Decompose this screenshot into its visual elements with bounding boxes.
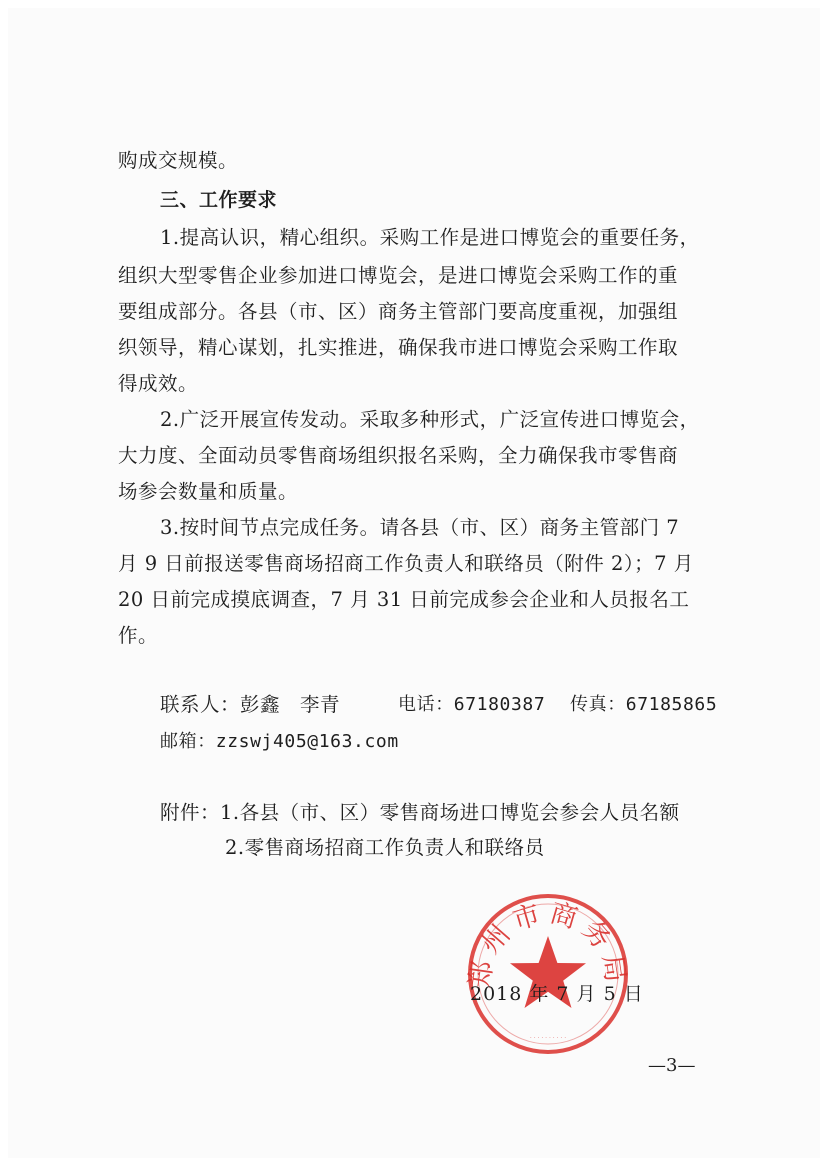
- text-line-6: 织领导，精心谋划，扎实推进，确保我市进口博览会采购工作取: [118, 336, 679, 359]
- text-line-8: 2.广泛开展宣传发动。采取多种形式，广泛宣传进口博览会，: [160, 408, 700, 431]
- text-line-3: 1.提高认识，精心组织。采购工作是进口博览会的重要任务，: [160, 226, 700, 249]
- contact-persons: 联系人：彭鑫 李青: [160, 693, 341, 716]
- text-line-4: 组织大型零售企业参加进口博览会，是进口博览会采购工作的重: [118, 264, 679, 287]
- section-heading: 三、工作要求: [160, 189, 278, 211]
- page-number: —3—: [648, 1055, 696, 1076]
- contact-phone: 电话：67180387: [398, 694, 546, 715]
- text-line-11: 3.按时间节点完成任务。请各县（市、区）商务主管部门 7: [160, 516, 680, 539]
- bleed-through: [640, 148, 647, 173]
- text-line-14: 作。: [118, 624, 159, 647]
- seal-text: 郑州市商务局: [464, 897, 632, 990]
- document-page: [8, 8, 820, 1158]
- text-line-7: 得成效。: [118, 372, 199, 395]
- official-seal: [464, 890, 632, 1058]
- text-line-1: 购成交规模。: [118, 149, 239, 172]
- text-line-13: 20 日前完成摸底调查，7 月 31 日前完成参会企业和人员报名工: [118, 588, 690, 611]
- attachment-2: 2.零售商场招商工作负责人和联络员: [225, 836, 545, 859]
- svg-text:· · · · · · · · · ·: · · · · · · · · · ·: [529, 1035, 567, 1042]
- text-line-12: 月 9 日前报送零售商场招商工作负责人和联络员（附件 2）；7 月: [118, 552, 694, 575]
- text-line-10: 场参会数量和质量。: [118, 480, 299, 503]
- contact-fax: 传真：67185865: [570, 694, 718, 715]
- text-line-5: 要组成部分。各县（市、区）商务主管部门要高度重视，加强组: [118, 300, 679, 323]
- attachment-1: 附件：1.各县（市、区）零售商场进口博览会参会人员名额: [160, 801, 680, 824]
- text-line-9: 大力度、全面动员零售商场组织报名采购，全力确保我市零售商: [118, 444, 679, 467]
- contact-email: 邮箱：zzswj405@163.com: [160, 731, 399, 752]
- document-date: 2018 年 7 月 5 日: [470, 983, 644, 1005]
